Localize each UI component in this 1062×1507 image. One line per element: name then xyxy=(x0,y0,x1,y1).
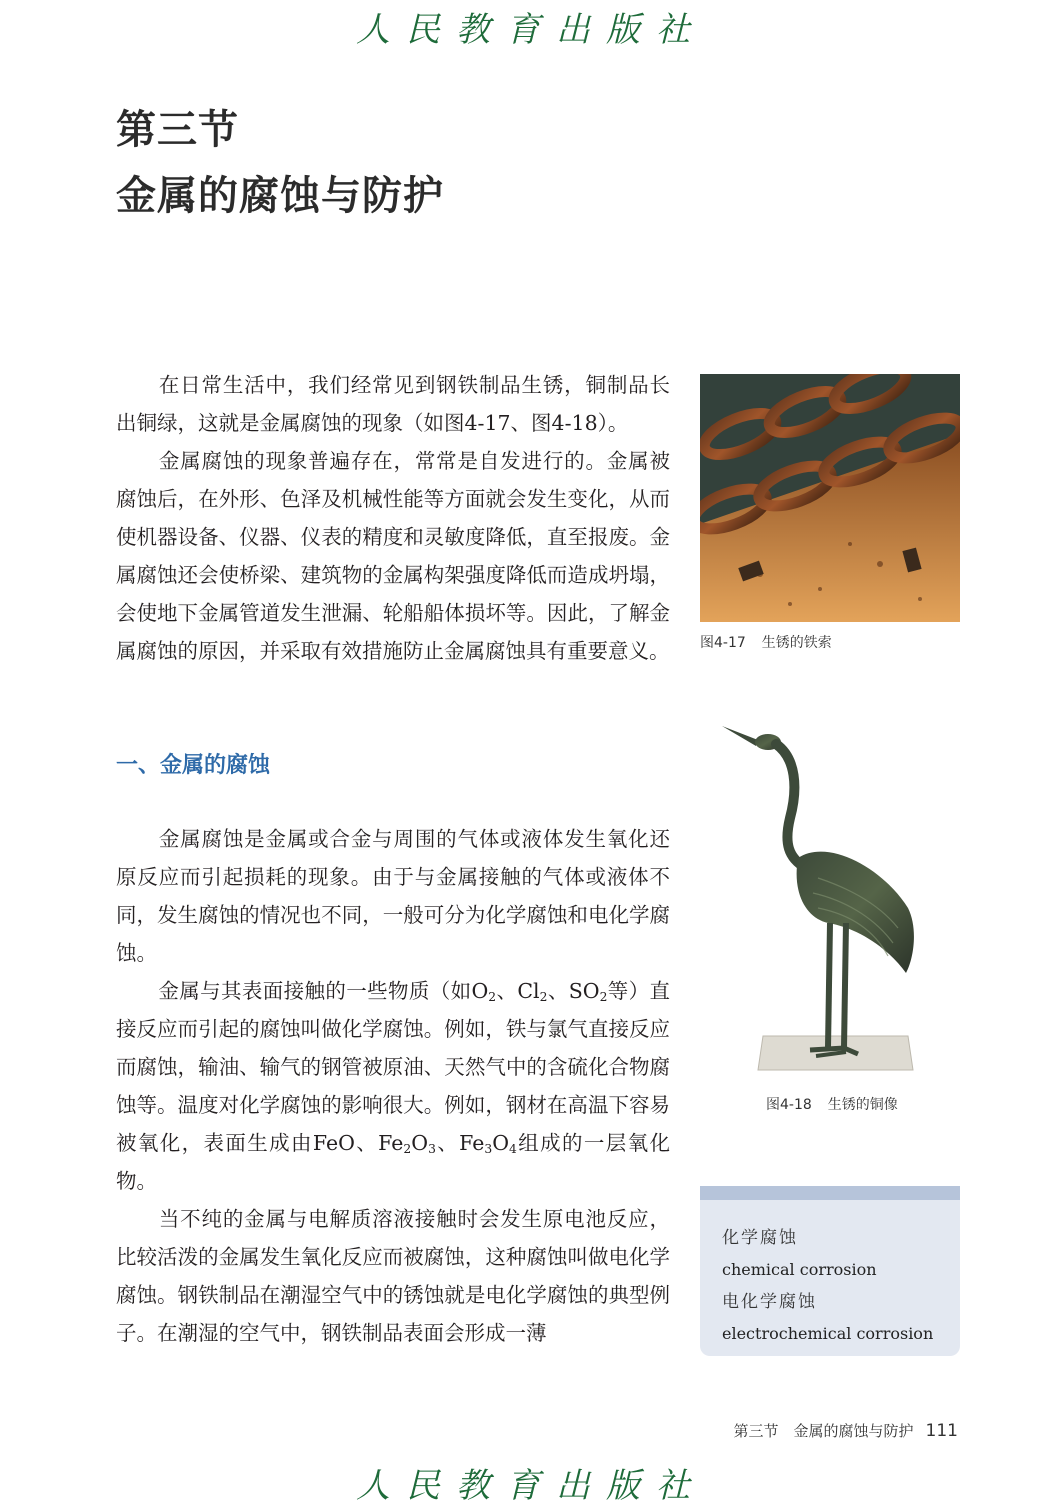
figure-4-18-caption: 图4-18 生锈的铜像 xyxy=(766,1097,898,1113)
body-paragraph-2: 金属与其表面接触的一些物质（如$O_2$、$Cl_2$、$SO_2$等）直接反应而引起的腐蚀叫做化学腐蚀。例如，铁与氯气直接反应而腐蚀，输油、输气的钢管被原油、天然气中的含硫化合物腐蚀等。温度对化学腐蚀的影响很大。例如，钢材在高温下容易被氧化，表面生成由FeO、$Fe_2O_3$、$Fe_3O_4$组成的一层氧化物。 xyxy=(116,979,671,1193)
publisher-logo-top: 人民教育出版社 xyxy=(356,10,706,50)
section-number-title: 第三节 xyxy=(116,106,239,153)
publisher-logo-bottom: 人民教育出版社 xyxy=(356,1466,706,1506)
body-paragraph-1: 金属腐蚀是金属或合金与周围的气体或液体发生氧化还原反应而引起损耗的现象。由于与金属接触的气体或液体不同，发生腐蚀的情况也不同，一般可分为化学腐蚀和电化学腐蚀。 xyxy=(116,827,670,965)
glossary-term-electrochemical-corrosion-cn: 电化学腐蚀 xyxy=(722,1292,817,1312)
bronze-crane-photo xyxy=(718,718,928,1078)
glossary-term-chemical-corrosion-en: chemical corrosion xyxy=(722,1260,877,1279)
figure-4-17-caption: 图4-17 生锈的铁索 xyxy=(700,635,832,651)
rusty-chain-photo xyxy=(700,374,960,622)
glossary-term-chemical-corrosion-cn: 化学腐蚀 xyxy=(722,1228,798,1248)
glossary-box xyxy=(700,1186,960,1356)
page-number: 111 xyxy=(925,1421,958,1441)
body-paragraph-3: 当不纯的金属与电解质溶液接触时会发生原电池反应，比较活泼的金属发生氧化反应而被腐蚀，这种腐蚀叫做电化学腐蚀。钢铁制品在潮湿空气中的锈蚀就是电化学腐蚀的典型例子。在潮湿的空气中，钢铁制品表面会形成一薄 xyxy=(116,1207,670,1345)
footer-section-title: 第三节 金属的腐蚀与防护 xyxy=(733,1422,914,1440)
intro-paragraph-1: 在日常生活中，我们经常见到钢铁制品生锈，铜制品长出铜绿，这就是金属腐蚀的现象（如图4-17、图4-18）。 xyxy=(116,373,670,435)
section-heading-corrosion: 一、金属的腐蚀 xyxy=(116,753,271,778)
page-footer xyxy=(734,1420,958,1441)
glossary-term-electrochemical-corrosion-en: electrochemical corrosion xyxy=(722,1324,934,1343)
page-title: 金属的腐蚀与防护 xyxy=(116,172,444,219)
intro-paragraph-2: 金属腐蚀的现象普遍存在，常常是自发进行的。金属被腐蚀后，在外形、色泽及机械性能等方面就会发生变化，从而使机器设备、仪器、仪表的精度和灵敏度降低，直至报废。金属腐蚀还会使桥梁、建筑物的金属构架强度降低而造成坍塌，会使地下金属管道发生泄漏、轮船船体损坏等。因此，了解金属腐蚀的原因，并采取有效措施防止金属腐蚀具有重要意义。 xyxy=(116,449,670,663)
